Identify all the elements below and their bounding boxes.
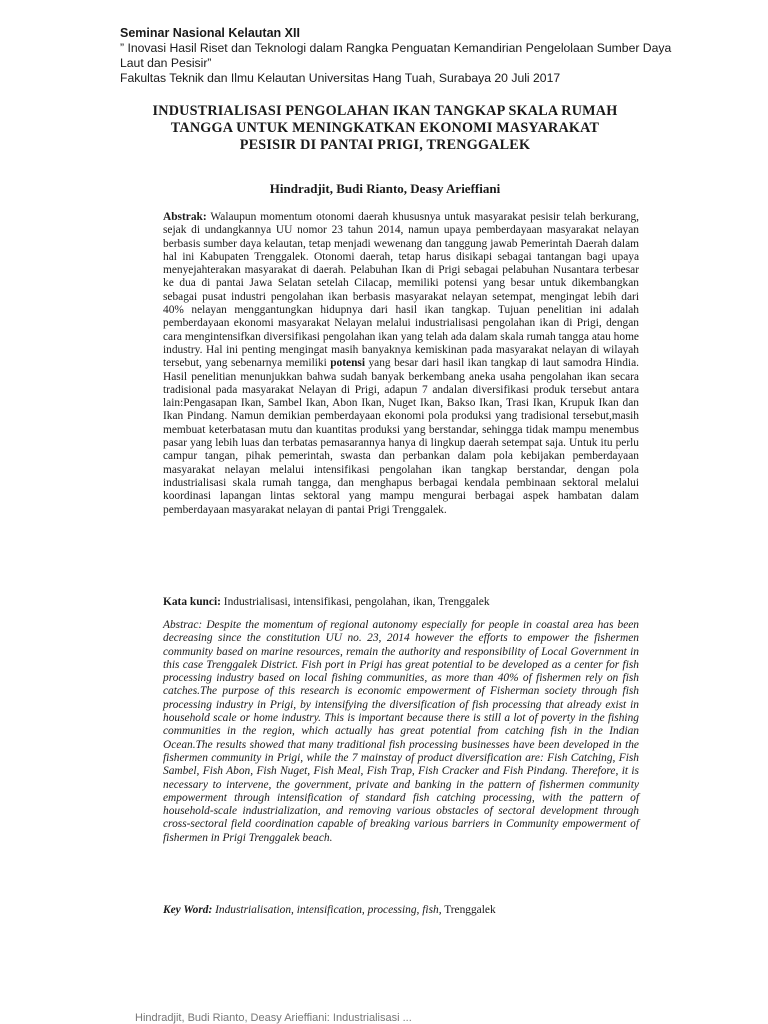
paper-title: INDUSTRIALISASI PENGOLAHAN IKAN TANGKAP SKALA RUMAH TANGGA UNTUK MENINGKATKAN EKONOMI MASYARAKAT PESISIR DI PANTAI PRIGI, TRENGGALEK <box>152 103 618 153</box>
seminar-theme: ” Inovasi Hasil Riset dan Teknologi dalam Rangka Penguatan Kemandirian Pengelolaan Sumber Daya Laut dan Pesisir” <box>120 41 672 70</box>
keywords-indonesian <box>163 596 639 609</box>
key-word-label: Key Word: <box>163 904 213 916</box>
paper-authors: Hindradjit, Budi Rianto, Deasy Arieffiani <box>269 181 501 196</box>
abstrak-bold-word: potensi <box>330 357 366 370</box>
seminar-venue: Fakultas Teknik dan Ilmu Kelautan Universitas Hang Tuah, Surabaya 20 Juli 2017 <box>120 71 561 85</box>
keywords-english <box>163 904 639 917</box>
kata-kunci-text: Industrialisasi, intensifikasi, pengolahan, ikan, Trenggalek <box>220 596 490 608</box>
abstract-indonesian <box>163 211 639 517</box>
abstrak-text-2: yang besar dari hasil ikan tangkap di laut samodra Hindia. Hasil penelitian menunjukkan bahwa sudah banyak berkembang aneka usaha pengolahan ikan secara tradisional pada masyarakat Nelayan di Prigi, adapun 7 andalan diversifikasi produk tersebut antara lain:Pengasapan Ikan, Sambel Ikan, Abon Ikan, Nuget Ikan, Bakso Ikan, Trasi Ikan, Krupuk Ikan dan Ikan Pindang. Namun demikian pemberdayaan ekonomi pola produksi yang tradisional tersebut,masih membuat keterbatasan mutu dan kuantitas produksi yang berstandar, sehingga tidak mampu menembus pasar yang lebih luas dan terbatas pemasarannya hanya di lingkup daerah setempat saja. Untuk itu perlu campur tangan, pihak pemerintah, swasta dan perbankan dalam pola kebijakan pemberdayaan masyarakat nelayan melalui intensifikasi pengolahan ikan tangkap berstandar, dengan pola industrialisasi skala rumah tangga, dan menghapus berbagai kendala pembinaan sektoral melalui koordinasi lapangan lintas sektoral yang mampu mengurai berbagai aspek hambatan dalam pemberdayaan masyarakat nelayan di pantai Prigi Trenggalek. <box>163 357 639 516</box>
kata-kunci-label: Kata kunci: <box>163 596 221 608</box>
seminar-name: Seminar Nasional Kelautan XII <box>120 26 300 40</box>
conference-header <box>120 26 680 86</box>
abstrac-label: Abstrac: <box>163 619 203 631</box>
abstrak-label: Abstrak: <box>163 211 207 223</box>
key-word-plain: Trenggalek <box>441 904 496 916</box>
key-word-italic: Industrialisation, intensification, processing, fish, <box>212 904 442 916</box>
abstrac-text: Despite the momentum of regional autonomy especially for people in coastal area has been decreasing since the constitution UU no. 23, 2014 however the efforts to empower the fishermen community based on marine resources, remain the authority and responsibility of Local Government in this case Trenggalek District. Fish port in Prigi has great potential to be developed as a center for fish processing industry based on local fishing communities, as more than 40% of fishermen rely on fish catches.The purpose of this research is economic empowerment of Fisherman society through fish processing industry in Prigi, by intensifying the diversification of fish processing that already exist in household scale or home industry. This is important because there is still a lot of poverty in the fishing communities in the region, which actually has great potential from catching fish in the Indian Ocean.The results showed that many traditional fish processing businesses have been developed in the fishermen community in Prigi, while the 7 mainstay of product diversification are: Fish Catching, Fish Sambel, Fish Abon, Fish Nuget, Fish Meal, Fish Trap, Fish Cracker and Fish Pindang. Therefore, it is necessary to intervene, the government, private and banking in the pattern of fishermen community empowerment through intensification of standard fish catching processing, with the pattern of household-scale industrialization, and removing various obstacles of sectoral development through cross-sectoral field coordination capable of breaking various barriers in Community empowerment of fishermen in Prigi Trenggalek beach. <box>163 619 639 844</box>
abstrak-text-1: Walaupun momentum otonomi daerah khususnya untuk masyarakat pesisir telah berkurang, sejak di undangkannya UU nomor 23 tahun 2014, namun upaya pemberdayaan masyarakat nelayan berbasis sumber daya kelautan, tetap menjadi wewenang dan tanggung jawab Pemerintah Daerah dalam hal ini Kabupaten Trenggalek. Otonomi daerah, tetap harus disikapi sebagai tantangan bagi upaya menyejahterakan masyarakat di daerah. Pelabuhan Ikan di Prigi sebagai pelabuhan Nusantara terbesar ke dua di pantai Jawa Selatan setelah Cilacap, memiliki potensi yang besar untuk dikembangkan sebagai pusat industri pengolahan ikan berbasis masyarakat nelayan setempat, mengingat lebih dari 40% nelayan menggantungkan hidupnya dari hasil ikan tangkap. Tujuan penelitian ini adalah pemberdayaan ekonomi masyarakat Nelayan melalui industrialisasi pengolahan ikan di Prigi, dengan cara mengintensifkan diversifikasi pengolahan ikan yang telah ada dalam skala rumah tangga atau home industry. Hal ini penting mengingat masih banyaknya kemiskinan pada masyarakat nelayan di wilayah tersebut, yang sebenarnya memiliki <box>163 211 639 370</box>
page-footer: Hindradjit, Budi Rianto, Deasy Arieffiani: Industrialisasi ... <box>135 1012 412 1024</box>
abstract-english <box>163 619 639 845</box>
